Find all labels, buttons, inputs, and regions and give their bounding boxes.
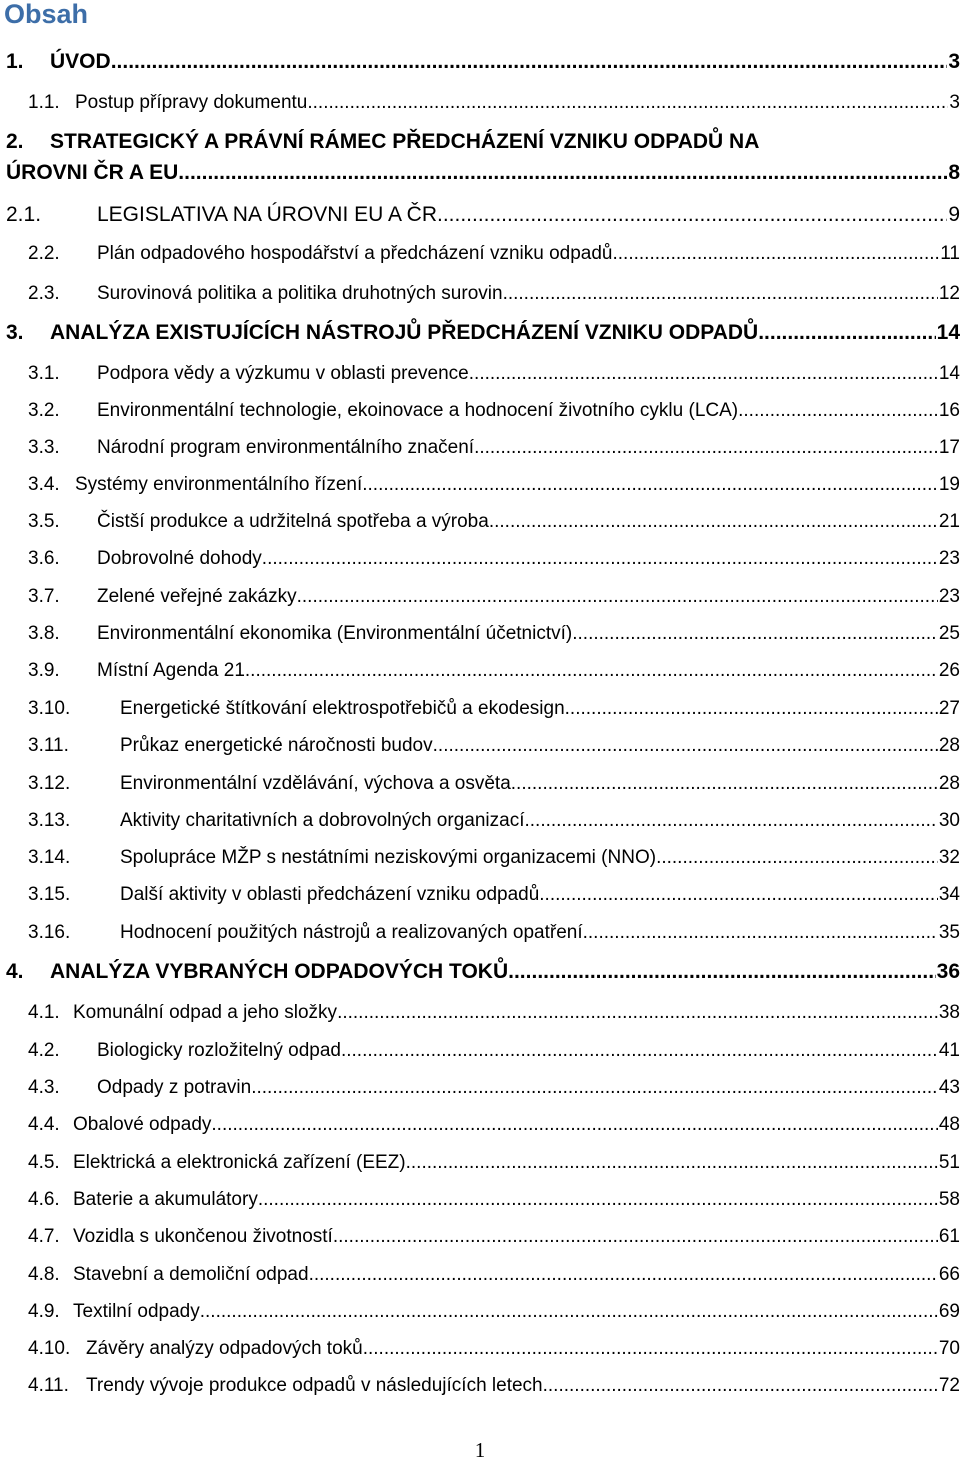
page-number: 1 [474, 1438, 486, 1462]
toc-page: 36 [936, 960, 960, 983]
toc-number: 3.16. [28, 922, 71, 943]
toc-entry[interactable] [0, 773, 960, 797]
toc-entry[interactable] [0, 1002, 960, 1026]
toc-entry[interactable] [0, 548, 960, 572]
toc-number: 3.11. [28, 735, 69, 756]
toc-label: Plán odpadového hospodářství a předcházení vzniku odpadů [97, 243, 613, 264]
toc-number: 4.10. [28, 1338, 71, 1359]
toc-label: Textilní odpady [73, 1301, 200, 1322]
toc-entry[interactable] [0, 243, 960, 267]
toc-leader [297, 586, 938, 608]
toc-page: 19 [938, 474, 960, 495]
toc-page: 61 [938, 1226, 960, 1247]
toc-number: 4.2. [28, 1040, 60, 1061]
toc-entry[interactable] [0, 283, 960, 307]
toc-leader [406, 1152, 938, 1174]
toc-leader [111, 50, 948, 74]
toc-leader [539, 884, 938, 906]
toc-page: 17 [938, 437, 960, 458]
toc-page: 11 [940, 243, 960, 264]
toc-page: 23 [938, 548, 960, 569]
toc-number: 3.10. [28, 698, 71, 719]
toc-leader [178, 161, 947, 185]
toc-label: Podpora vědy a výzkumu v oblasti prevence [97, 363, 469, 384]
toc-label: Národní program environmentálního značení [97, 437, 475, 458]
toc-page: 8 [948, 161, 960, 184]
toc-number: 4.6. [28, 1189, 60, 1210]
toc-leader [363, 1338, 938, 1360]
toc-number: 3.12. [28, 773, 71, 794]
toc-leader [309, 1264, 938, 1286]
toc-label: Baterie a akumulátory [73, 1189, 258, 1210]
toc-entry[interactable] [0, 400, 960, 424]
toc-label: Elektrická a elektronická zařízení (EEZ) [73, 1152, 406, 1173]
toc-entry[interactable] [0, 321, 960, 345]
toc-number: 4.4. [28, 1114, 60, 1135]
toc-entry[interactable] [0, 363, 960, 387]
toc-leader [211, 1114, 937, 1136]
toc-number: 2. [6, 130, 24, 153]
toc-leader [474, 437, 938, 459]
toc-label: Spolupráce MŽP s nestátními neziskovými organizacemi (NNO) [120, 847, 657, 868]
toc-number: 3.7. [28, 586, 60, 607]
toc-label: Environmentální ekonomika (Environmentální účetnictví) [97, 623, 573, 644]
toc-number: 4.7. [28, 1226, 60, 1247]
toc-page: 21 [938, 511, 960, 532]
toc-label: LEGISLATIVA NA ÚROVNI EU A ČR [97, 203, 437, 226]
toc-leader [511, 773, 938, 795]
toc-entry[interactable] [0, 623, 960, 647]
toc-page: 28 [938, 735, 960, 756]
toc-label: Hodnocení použitých nástrojů a realizovaných opatření [120, 922, 583, 943]
toc-leader [333, 1226, 938, 1248]
toc-label: Postup přípravy dokumentu [75, 92, 308, 113]
toc-entry-continuation[interactable] [0, 161, 960, 185]
toc-number: 2.1. [6, 203, 42, 226]
toc-leader [469, 363, 938, 385]
toc-page: 51 [938, 1152, 960, 1173]
toc-leader [262, 548, 938, 570]
toc-page: 3 [948, 50, 960, 73]
toc-entry[interactable] [0, 660, 960, 684]
toc-number: 3. [6, 321, 24, 344]
toc-leader [337, 1002, 938, 1024]
toc-entry[interactable] [0, 884, 960, 908]
toc-entry[interactable] [0, 1338, 960, 1362]
toc-number: 4.1. [28, 1002, 60, 1023]
toc-entry[interactable] [0, 1040, 960, 1064]
toc-entry[interactable] [0, 1189, 960, 1213]
toc-label: Vozidla s ukončenou životností [73, 1226, 333, 1247]
toc-page: 16 [938, 400, 960, 421]
toc-number: 3.13. [28, 810, 71, 831]
toc-label: Aktivity charitativních a dobrovolných organizací [120, 810, 525, 831]
toc-label: ÚVOD [50, 50, 111, 73]
toc-number: 4.11. [28, 1375, 69, 1396]
toc-page: 69 [938, 1301, 960, 1322]
toc-label: Stavební a demoliční odpad [73, 1264, 309, 1285]
toc-page: 38 [938, 1002, 960, 1023]
toc-number: 1.1. [28, 92, 60, 113]
toc-label: Systémy environmentálního řízení [75, 474, 363, 495]
toc-leader [524, 810, 937, 832]
toc-label: Místní Agenda 21 [97, 660, 245, 681]
toc-entry[interactable] [0, 847, 960, 871]
toc-number: 2.3. [28, 283, 60, 304]
toc-entry[interactable] [0, 1077, 960, 1101]
toc-page: 41 [938, 1040, 960, 1061]
toc-leader [758, 321, 935, 345]
toc-entry[interactable] [0, 1226, 960, 1250]
toc-page: 66 [938, 1264, 960, 1285]
toc-entry[interactable] [0, 735, 960, 759]
toc-entry[interactable] [0, 810, 960, 834]
toc-page: 3 [949, 92, 960, 113]
toc-leader [341, 1040, 938, 1062]
toc-number: 1. [6, 50, 24, 73]
toc-label: Zelené veřejné zakázky [97, 586, 297, 607]
toc-number: 3.1. [28, 363, 60, 384]
toc-page: 70 [938, 1338, 960, 1359]
toc-page: 58 [938, 1189, 960, 1210]
toc-page: 28 [938, 773, 960, 794]
toc-entry[interactable] [0, 203, 960, 227]
toc-page: 30 [938, 810, 960, 831]
toc-entry[interactable] [0, 511, 960, 535]
toc-leader [307, 92, 948, 114]
toc-label: Biologicky rozložitelný odpad [97, 1040, 341, 1061]
toc-label: ANALÝZA VYBRANÝCH ODPADOVÝCH TOKŮ [50, 960, 509, 983]
toc-label: Čistší produkce a udržitelná spotřeba a výroba [97, 511, 489, 532]
toc-leader [489, 511, 938, 533]
toc-label: Průkaz energetické náročnosti budov [120, 735, 433, 756]
toc-label: Obalové odpady [73, 1114, 212, 1135]
toc-number: 3.5. [28, 511, 60, 532]
toc-page: 34 [938, 884, 960, 905]
toc-leader [543, 1375, 938, 1397]
toc-leader [503, 283, 938, 305]
toc-entry[interactable] [0, 437, 960, 461]
toc-leader [437, 203, 947, 227]
toc-label: Environmentální vzdělávání, výchova a osvěta [120, 773, 511, 794]
toc-number: 3.8. [28, 623, 60, 644]
toc-label: Surovinová politika a politika druhotných surovin [97, 283, 503, 304]
toc-label-line1: STRATEGICKÝ A PRÁVNÍ RÁMEC PŘEDCHÁZENÍ VZNIKU ODPADŮ NA [50, 130, 760, 153]
toc-page: 48 [938, 1114, 960, 1135]
toc-page: 72 [938, 1375, 960, 1396]
toc-page: 14 [938, 363, 960, 384]
toc-page: 26 [938, 660, 960, 681]
toc-leader [613, 243, 940, 265]
toc-page: 12 [938, 283, 960, 304]
toc-entry[interactable] [0, 698, 960, 722]
toc-entry[interactable] [0, 1301, 960, 1325]
toc-page: 9 [948, 203, 960, 226]
toc-label: Komunální odpad a jeho složky [73, 1002, 338, 1023]
toc-page: 23 [938, 586, 960, 607]
toc-label: Odpady z potravin [97, 1077, 252, 1098]
toc-number: 3.9. [28, 660, 60, 681]
toc-leader [508, 960, 936, 984]
toc-entry[interactable] [0, 1375, 960, 1399]
toc-leader [433, 735, 938, 757]
toc-page: 25 [938, 623, 960, 644]
toc-number: 2.2. [28, 243, 60, 264]
toc-label-line2: ÚROVNI ČR A EU [6, 161, 179, 184]
toc-entry[interactable] [0, 1264, 960, 1288]
toc-label: Další aktivity v oblasti předcházení vzniku odpadů [120, 884, 540, 905]
toc-label: Environmentální technologie, ekoinovace a hodnocení životního cyklu (LCA) [97, 400, 739, 421]
toc-leader [656, 847, 938, 869]
toc-label: Závěry analýzy odpadových toků [86, 1338, 363, 1359]
toc-leader [565, 698, 938, 720]
toc-entry[interactable] [0, 130, 960, 154]
toc-entry[interactable] [0, 1152, 960, 1176]
toc-leader [200, 1301, 938, 1323]
toc-leader [572, 623, 938, 645]
toc-page: 14 [936, 321, 960, 344]
toc-entry[interactable] [0, 1114, 960, 1138]
toc-label: Dobrovolné dohody [97, 548, 262, 569]
toc-leader [258, 1189, 938, 1211]
toc-number: 3.4. [28, 474, 60, 495]
toc-page: 43 [938, 1077, 960, 1098]
toc-leader [362, 474, 938, 496]
toc-label: ANALÝZA EXISTUJÍCÍCH NÁSTROJŮ PŘEDCHÁZENÍ VZNIKU ODPADŮ [50, 321, 759, 344]
toc-leader [245, 660, 938, 682]
toc-leader [738, 400, 938, 422]
toc-page: 32 [938, 847, 960, 868]
toc-number: 3.6. [28, 548, 60, 569]
toc-entry[interactable] [0, 50, 960, 74]
toc-number: 4.3. [28, 1077, 60, 1098]
toc-entry[interactable] [0, 922, 960, 946]
toc-label: Trendy vývoje produkce odpadů v následujících letech [86, 1375, 543, 1396]
page-title: Obsah [4, 0, 89, 29]
toc-entry[interactable] [0, 960, 960, 984]
toc-leader [251, 1077, 938, 1099]
toc-number: 3.15. [28, 884, 71, 905]
toc-entry[interactable] [0, 586, 960, 610]
toc-page: 35 [938, 922, 960, 943]
toc-number: 4.8. [28, 1264, 60, 1285]
toc-number: 3.2. [28, 400, 60, 421]
toc-label: Energetické štítkování elektrospotřebičů a ekodesign [120, 698, 565, 719]
toc-number: 4.5. [28, 1152, 60, 1173]
toc-number: 3.14. [28, 847, 71, 868]
toc-page: 27 [938, 698, 960, 719]
toc-number: 4.9. [28, 1301, 60, 1322]
toc-entry[interactable] [0, 474, 960, 498]
toc-number: 3.3. [28, 437, 60, 458]
toc-leader [583, 922, 938, 944]
toc-entry[interactable] [0, 92, 960, 116]
toc-number: 4. [6, 960, 24, 983]
